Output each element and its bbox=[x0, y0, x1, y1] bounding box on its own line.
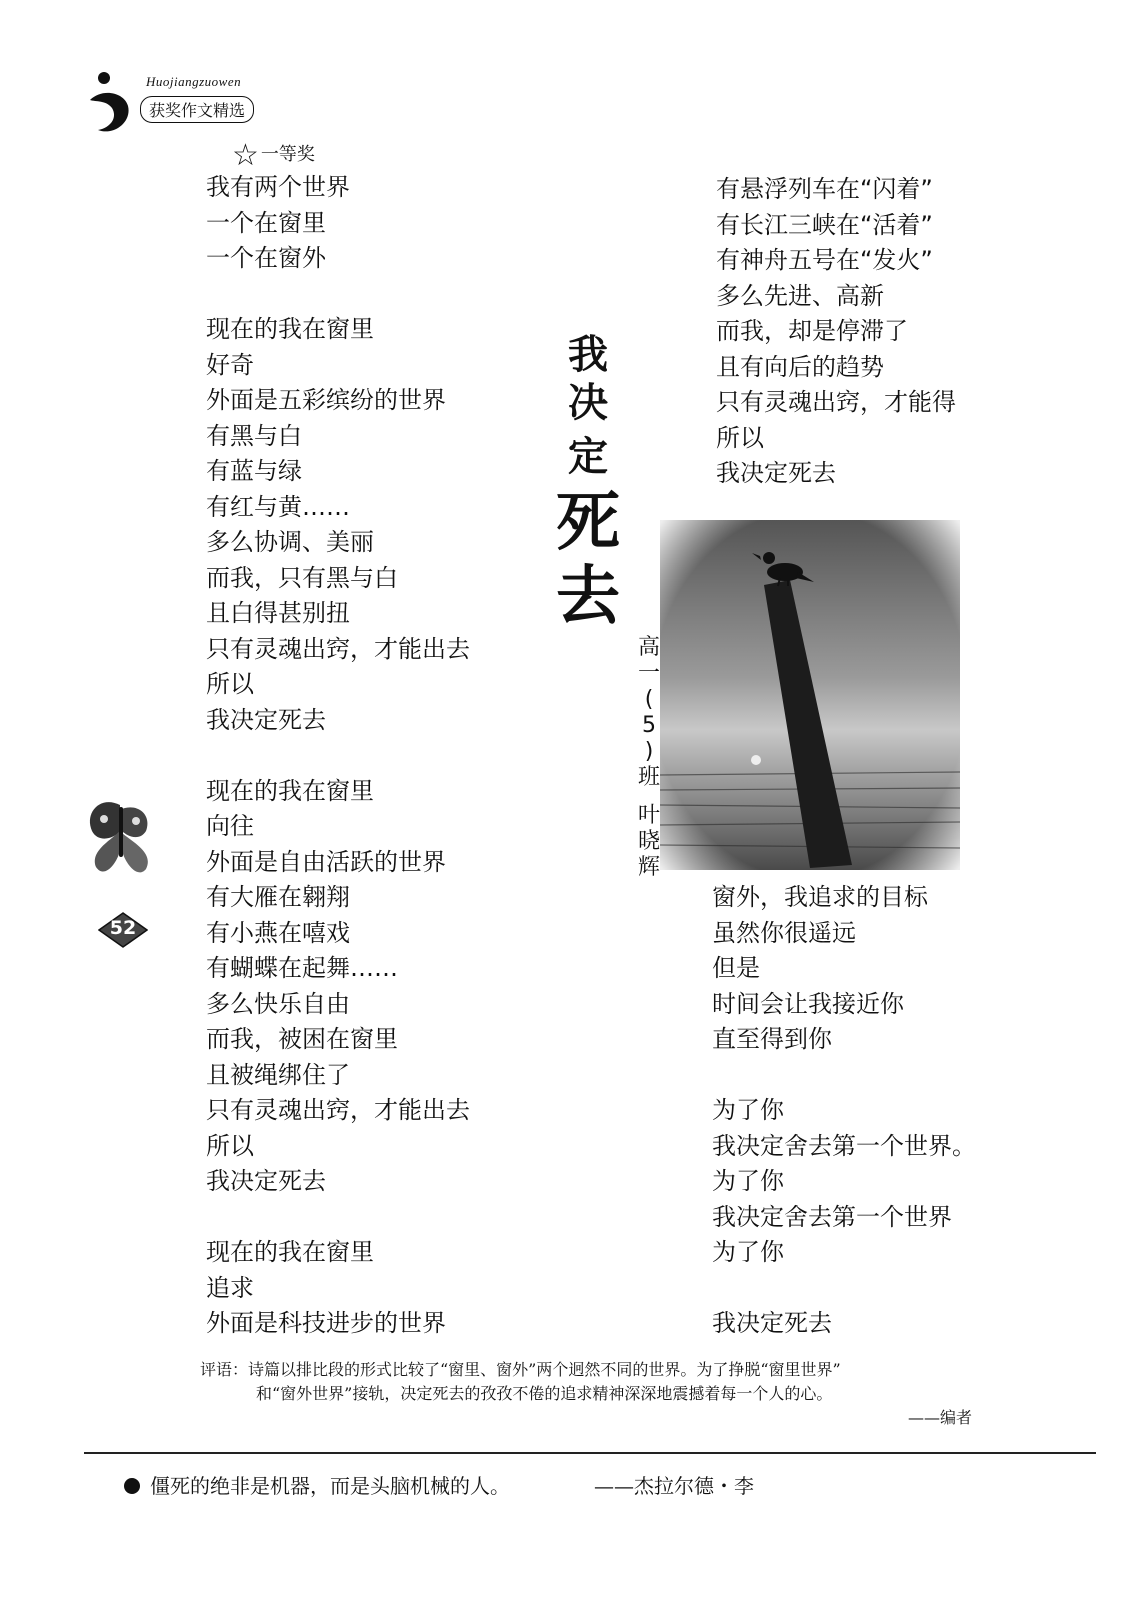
poem-line: 有大雁在翱翔 bbox=[206, 883, 350, 911]
poem-title bbox=[552, 331, 624, 639]
poem-line: 直至得到你 bbox=[712, 1025, 832, 1053]
page-number-text: 52 bbox=[109, 917, 137, 939]
award-text: 一等奖 bbox=[260, 144, 315, 165]
bullet-icon bbox=[124, 1478, 140, 1494]
editor-comment bbox=[200, 1358, 980, 1430]
footer-divider bbox=[84, 1452, 1096, 1454]
poem-line: 多么协调、美丽 bbox=[206, 528, 374, 556]
poem-line: 好奇 bbox=[206, 350, 254, 379]
poem-line: 我决定死去 bbox=[206, 705, 326, 734]
poem-line: 且被绳绑住了 bbox=[206, 1060, 350, 1089]
poem-line: 为了你 bbox=[712, 1096, 784, 1124]
poem-line: 有蓝与绿 bbox=[206, 457, 302, 485]
footer-quote bbox=[124, 1470, 754, 1499]
poem-line: 多么先进、高新 bbox=[716, 281, 884, 310]
title-char: 死 bbox=[556, 485, 620, 560]
poem-line: 追求 bbox=[206, 1273, 254, 1302]
author-char: 5 bbox=[642, 713, 656, 738]
title-char: 去 bbox=[556, 559, 620, 634]
section-badge: 获奖作文精选 bbox=[140, 96, 254, 123]
poem-line: 我决定舍去第一个世界。 bbox=[712, 1131, 976, 1160]
poem-line bbox=[206, 277, 470, 313]
poem-line: 窗外，我追求的目标 bbox=[712, 883, 928, 911]
poem-line: 我决定死去 bbox=[716, 459, 836, 487]
poem-line bbox=[206, 738, 470, 774]
poem-line: 我有两个世界 bbox=[206, 173, 350, 201]
comment-line-1: 评语：诗篇以排比段的形式比较了“窗里、窗外”两个迥然不同的世界。为了挣脱“窗里世界” bbox=[200, 1360, 841, 1379]
title-char: 我 bbox=[568, 331, 608, 378]
poem-line: 有悬浮列车在“闪着” bbox=[716, 175, 933, 203]
quote-text: 僵死的绝非是机器，而是头脑机械的人。 bbox=[150, 1474, 510, 1498]
bird-on-post-photo bbox=[660, 520, 990, 890]
poem-line: 向往 bbox=[206, 812, 254, 840]
poem-line: 但是 bbox=[712, 954, 760, 982]
poem-line bbox=[206, 1200, 470, 1236]
poem-line: 有黑与白 bbox=[206, 421, 302, 450]
poem-line bbox=[712, 1058, 976, 1094]
author-char: 辉 bbox=[637, 855, 660, 880]
poem-line: 有红与黄…… bbox=[206, 492, 350, 521]
poem-left-column bbox=[206, 170, 470, 1342]
comment-line-2: 和“窗外世界”接轨，决定死去的孜孜不倦的追求精神深深地震撼着每一个人的心。 bbox=[256, 1384, 833, 1403]
poem-line: 而我，只有黑与白 bbox=[206, 563, 398, 592]
poem-line: 外面是科技进步的世界 bbox=[206, 1309, 446, 1337]
title-char: 决 bbox=[568, 379, 608, 426]
author-char: 高 bbox=[637, 635, 660, 660]
quote-author: ——杰拉尔德・李 bbox=[594, 1474, 754, 1498]
header-pinyin: Huojiangzuowen bbox=[146, 74, 242, 89]
author-char: ) bbox=[644, 739, 654, 764]
butterfly-icon bbox=[80, 795, 160, 880]
poem-line: 为了你 bbox=[712, 1238, 784, 1266]
poem-line: 为了你 bbox=[712, 1167, 784, 1195]
title-char: 定 bbox=[568, 433, 608, 480]
poem-line: 现在的我在窗里 bbox=[206, 1238, 374, 1266]
poem-line: 一个在窗外 bbox=[206, 244, 326, 272]
award-label bbox=[232, 138, 315, 173]
poem-right-top-column bbox=[716, 172, 956, 492]
poem-line: 且白得甚别扭 bbox=[206, 599, 350, 627]
poem-line: 有小燕在嘻戏 bbox=[206, 918, 350, 947]
page-number bbox=[98, 912, 148, 948]
author-char: 叶 bbox=[637, 803, 660, 828]
poem-line: 所以 bbox=[206, 670, 254, 698]
author-char: ( bbox=[644, 687, 654, 712]
poem-line: 只有灵魂出窍，才能得 bbox=[716, 388, 956, 416]
author-char: 晓 bbox=[637, 829, 660, 854]
poem-line: 我决定舍去第一个世界 bbox=[712, 1202, 952, 1231]
magazine-logo-icon bbox=[84, 70, 144, 140]
poem-line: 所以 bbox=[716, 423, 764, 452]
poem-line: 且有向后的趋势 bbox=[716, 352, 884, 381]
poem-line: 现在的我在窗里 bbox=[206, 776, 374, 805]
poem-line: 我决定死去 bbox=[206, 1167, 326, 1195]
star-icon: ☆ bbox=[232, 138, 259, 173]
author-char: 班 bbox=[637, 765, 660, 790]
poem-line: 只有灵魂出窍，才能出去 bbox=[206, 1096, 470, 1124]
poem-line: 外面是五彩缤纷的世界 bbox=[206, 386, 446, 414]
poem-line bbox=[712, 1271, 976, 1307]
poem-line: 现在的我在窗里 bbox=[206, 315, 374, 343]
poem-line: 而我，被困在窗里 bbox=[206, 1025, 398, 1053]
poem-line: 外面是自由活跃的世界 bbox=[206, 847, 446, 876]
poem-line: 有蝴蝶在起舞…… bbox=[206, 954, 398, 982]
poem-line: 多么快乐自由 bbox=[206, 989, 350, 1018]
poem-line: 有长江三峡在“活着” bbox=[716, 210, 933, 239]
poem-line: 而我，却是停滞了 bbox=[716, 317, 908, 345]
poem-right-bottom-column bbox=[712, 880, 976, 1342]
comment-editor: ——编者 bbox=[907, 1408, 972, 1427]
poem-line: 所以 bbox=[206, 1131, 254, 1160]
poem-line: 有神舟五号在“发火” bbox=[716, 246, 933, 274]
author-char: 一 bbox=[637, 661, 660, 686]
poem-line: 一个在窗里 bbox=[206, 208, 326, 237]
poem-line: 虽然你很遥远 bbox=[712, 918, 856, 947]
poem-line: 时间会让我接近你 bbox=[712, 989, 904, 1018]
poem-line: 我决定死去 bbox=[712, 1309, 832, 1337]
poem-line: 只有灵魂出窍，才能出去 bbox=[206, 634, 470, 663]
